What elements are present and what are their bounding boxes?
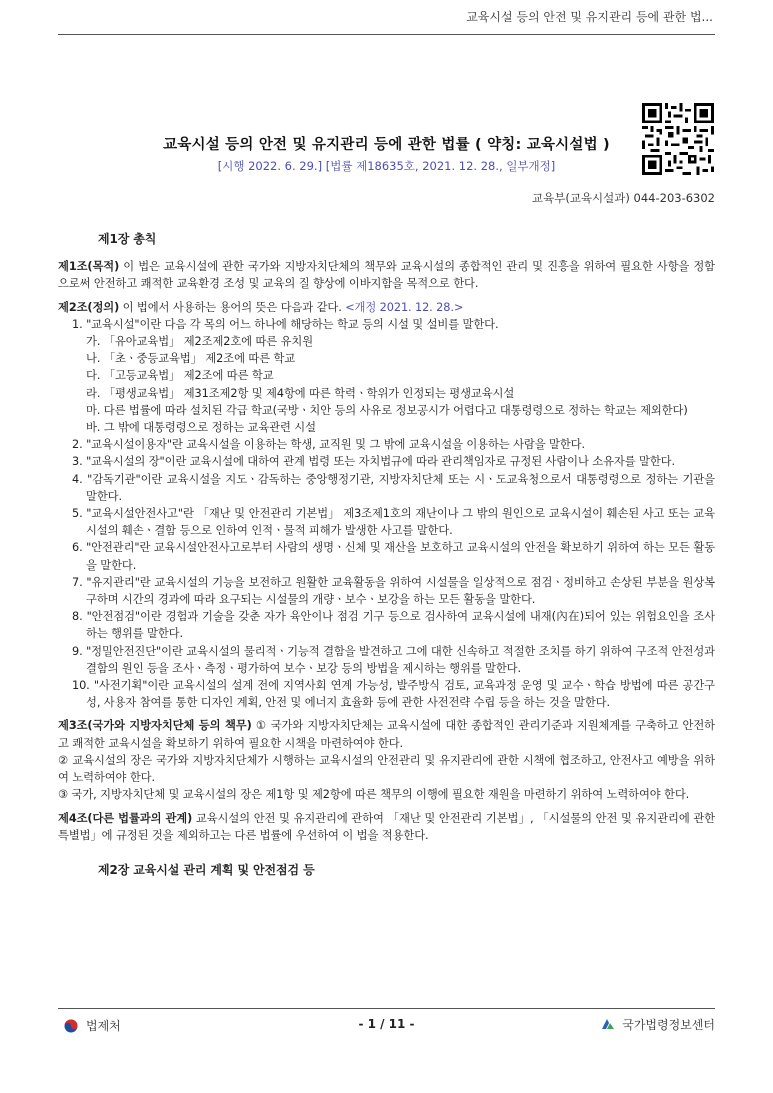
definition-subitem: 바. 그 밖에 대통령령으로 정하는 교육관련 시설 xyxy=(86,421,316,435)
article-1 xyxy=(58,258,715,292)
article-heading[interactable]: 제1조(목적) xyxy=(58,260,120,274)
header-divider xyxy=(58,34,715,35)
definition-item: 10. "사전기획"이란 교육시설의 설계 전에 지역사회 연계 가능성, 발주방식 검토, 교육과정 운영 및 교수ㆍ학습 방법에 따른 공간구성, 사용자 참여를 통한 디자인 계획, 안전 및 에너지 효율화 등에 관한 사전전략 수립 등을 하는 것을 말한다. xyxy=(72,679,715,710)
definition-item: 7. "유지관리"란 교육시설의 기능을 보전하고 원활한 교육활동을 위하여 시설물을 일상적으로 점검ㆍ정비하고 손상된 부분을 원상복구하며 시간의 경과에 따라 요구되는 시설물의 개량ㆍ보수ㆍ보강을 하는 모든 활동을 말한다. xyxy=(72,575,715,607)
article-2 xyxy=(58,299,715,712)
footer-right xyxy=(600,1016,715,1033)
article-text: 교육시설의 안전 및 유지관리에 관하여 「재난 및 안전관리 기본법」, 「시설물의 안전 및 유지관리에 관한 특별법」에 규정된 것을 제외하고는 다른 법률에 우선하여 이 법을 적용한다. xyxy=(58,811,715,842)
article-paragraph: ③ 국가, 지방자치단체 및 교육시설의 장은 제1항 및 제2항에 따른 책무의 이행에 필요한 재원을 마련하기 위하여 노력하여야 한다. xyxy=(58,788,690,802)
footer-divider xyxy=(58,1008,715,1009)
definition-item: 6. "안전관리"란 교육시설안전사고로부터 사람의 생명ㆍ신체 및 재산을 보호하고 교육시설의 안전을 확보하기 위하여 하는 모든 활동을 말한다. xyxy=(72,541,715,572)
definition-item: 5. "교육시설안전사고"란 「재난 및 안전관리 기본법」 제3조제1호의 재난이나 그 밖의 원인으로 교육시설이 훼손된 사고 또는 교육시설의 훼손ㆍ결함 등으로 인하여 인적ㆍ물적 피해가 발생한 사고를 말한다. xyxy=(72,507,715,538)
definition-subitem: 나. 「초ㆍ중등교육법」 제2조에 따른 학교 xyxy=(86,352,296,366)
article-text: ① 국가와 지방자치단체는 교육시설에 대한 종합적인 관리기준과 지원체계를 구축하고 안전하고 쾌적한 교육시설을 확보하기 위하여 필요한 시책을 마련하여야 한다. xyxy=(58,719,715,750)
article-4 xyxy=(58,810,715,844)
definition-item: 1. "교육시설"이란 다음 각 목의 어느 하나에 해당하는 학교 등의 시설 및 설비를 말한다. xyxy=(72,317,499,331)
footer-publisher: 법제처 xyxy=(86,1019,121,1033)
article-text: 이 법은 교육시설에 관한 국가와 지방자치단체의 책무와 교육시설의 종합적인 관리 및 진흥을 위하여 필요한 사항을 정함으로써 안전하고 쾌적한 교육환경 조성 및 교육의 질 향상에 이바지함을 목적으로 한다. xyxy=(58,260,715,291)
definition-item: 9. "정밀안전진단"이란 교육시설의 물리적ㆍ기능적 결함을 발견하고 그에 대한 신속하고 적절한 조치를 하기 위하여 구조적 안전성과 결함의 원인 등을 조사ㆍ측정ㆍ평가하여 보수ㆍ보강 등의 방법을 제시하는 행위를 말한다. xyxy=(72,644,715,675)
law-center-logo-icon xyxy=(600,1017,616,1033)
article-heading[interactable]: 제2조(정의) xyxy=(58,300,120,314)
article-heading[interactable]: 제3조(국가와 지방자치단체 등의 책무) xyxy=(58,719,252,733)
chapter-heading: 제1장 총칙 xyxy=(98,232,157,246)
definition-subitem: 가. 「유아교육법」 제2조제2호에 따른 유치원 xyxy=(86,335,314,349)
amendment-link[interactable]: <개정 2021. 12. 28.> xyxy=(341,300,464,314)
article-3 xyxy=(58,717,715,803)
enforcement-info: [시행 2022. 6. 29.] [법률 제18635호, 2021. 12. 28., 일부개정] xyxy=(217,159,556,173)
law-body xyxy=(58,231,715,879)
running-header: 교육시설 등의 안전 및 유지관리 등에 관한 법... xyxy=(466,10,713,24)
definition-item: 8. "안전점검"이란 경험과 기술을 갖춘 자가 육안이나 점검 기구 등으로 검사하여 교육시설에 내재(內在)되어 있는 위험요인을 조사하는 행위를 말한다. xyxy=(72,610,715,641)
article-heading[interactable]: 제4조(다른 법률과의 관계) xyxy=(58,811,193,825)
definition-item: 4. "감독기관"이란 교육시설을 지도ㆍ감독하는 중앙행정기관, 지방자치단체 또는 시ㆍ도교육청으로서 대통령령으로 정하는 기관을 말한다. xyxy=(72,472,715,503)
definition-subitem: 마. 다른 법률에 따라 설치된 각급 학교(국방ㆍ치안 등의 사유로 정보공시가 어렵다고 대통령령으로 정하는 학교는 제외한다) xyxy=(86,403,688,417)
chapter-heading: 제2장 교육시설 관리 계획 및 안전점검 등 xyxy=(98,862,315,877)
definition-subitem: 라. 「평생교육법」 제31조제2항 및 제4항에 따른 학력ㆍ학위가 인정되는 평생교육시설 xyxy=(86,386,515,400)
definition-item: 3. "교육시설의 장"이란 교육시설에 대하여 관계 법령 또는 자치법규에 따라 관리책임자로 규정된 사람이나 소유자를 말한다. xyxy=(72,455,675,469)
footer-center-name: 국가법령정보센터 xyxy=(622,1018,715,1032)
law-title: 교육시설 등의 안전 및 유지관리 등에 관한 법률 ( 약칭: 교육시설법 ) xyxy=(163,137,610,153)
article-text: 이 법에서 사용하는 용어의 뜻은 다음과 같다. xyxy=(119,300,342,314)
article-paragraph: ② 교육시설의 장은 국가와 지방자치단체가 시행하는 교육시설의 안전관리 및 유지관리에 관한 시책에 협조하고, 안전사고 예방을 위하여 노력하여야 한다. xyxy=(58,753,715,785)
ministry-contact: 교육부(교육시설과) 044-203-6302 xyxy=(532,191,715,205)
page-number: - 1 / 11 - xyxy=(358,1017,415,1031)
definition-subitem: 다. 「고등교육법」 제2조에 따른 학교 xyxy=(86,369,274,383)
definition-item: 2. "교육시설이용자"란 교육시설을 이용하는 학생, 교직원 및 그 밖에 교육시설을 이용하는 사람을 말한다. xyxy=(72,438,585,452)
